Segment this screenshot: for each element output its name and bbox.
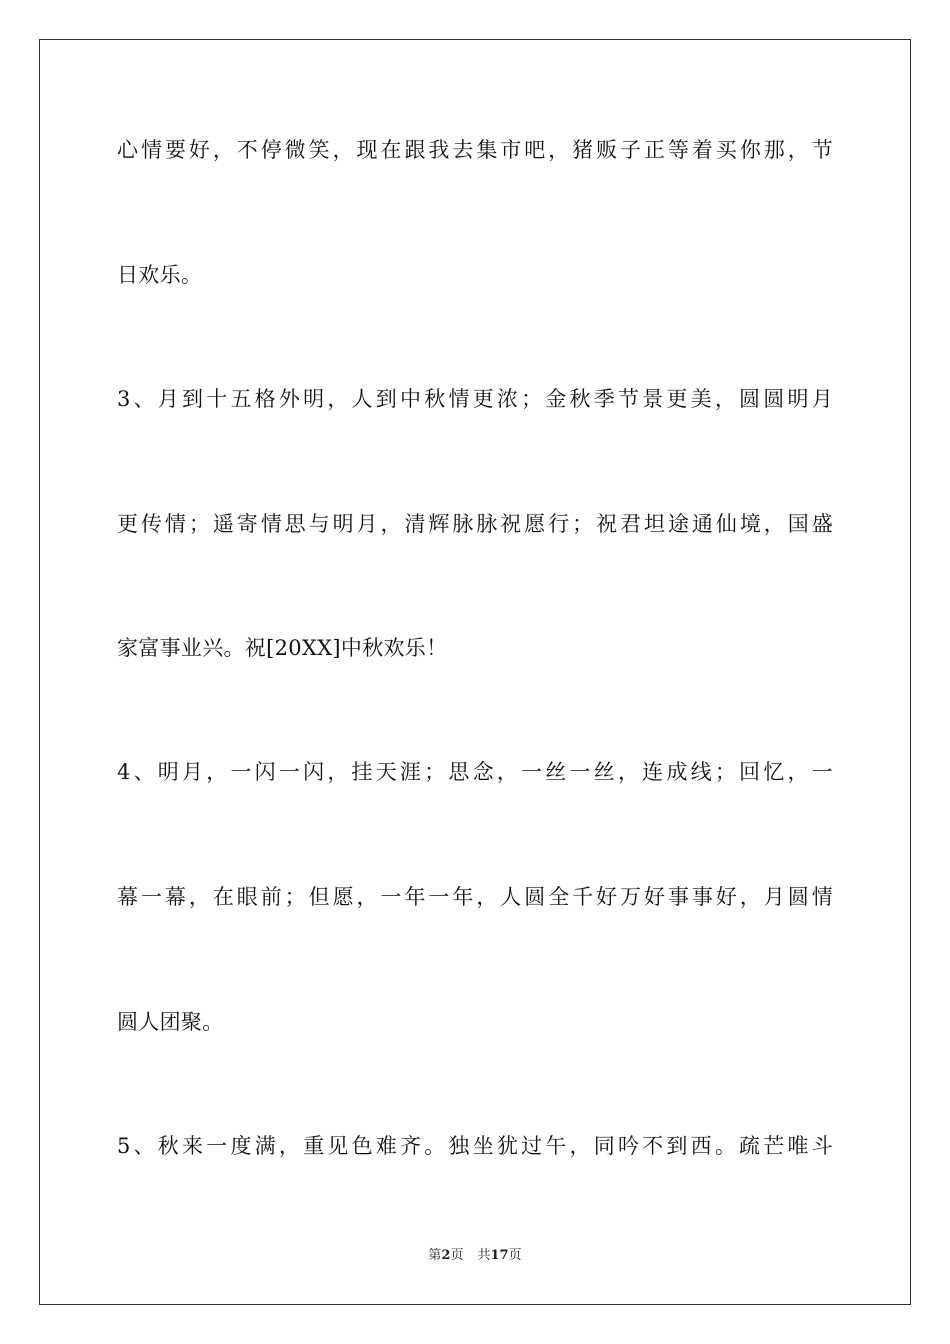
page-border: [39, 39, 911, 1305]
body-line-4: 更传情；遥寄情思与明月，清辉脉脉祝愿行；祝君坦途通仙境，国盛: [117, 512, 833, 536]
page-current: 2: [441, 1248, 451, 1263]
body-line-5: 家富事业兴。祝[20XX]中秋欢乐！: [117, 636, 448, 660]
page-total: 17: [490, 1248, 509, 1263]
body-line-2: 日欢乐。: [117, 263, 203, 287]
total-prefix: 共: [477, 1248, 491, 1263]
total-suffix: 页: [508, 1248, 522, 1263]
body-line-3: 3、月到十五格外明，人到中秋情更浓；金秋季节景更美，圆圆明月: [117, 387, 833, 411]
body-line-7: 幕一幕，在眼前；但愿，一年一年，人圆全千好万好事事好，月圆情: [117, 885, 833, 909]
body-line-9: 5、秋来一度满，重见色难齐。独坐犹过午，同吟不到西。疏芒唯斗: [117, 1134, 833, 1158]
page-suffix: 页: [450, 1248, 464, 1263]
body-line-1: 心情要好，不停微笑，现在跟我去集市吧，猪贩子正等着买你那，节: [117, 138, 833, 162]
page-prefix: 第: [428, 1248, 442, 1263]
body-line-6: 4、明月，一闪一闪，挂天涯；思念，一丝一丝，连成线；回忆，一: [117, 760, 833, 784]
page-footer: [0, 1247, 950, 1265]
body-line-8: 圆人团聚。: [117, 1010, 224, 1034]
